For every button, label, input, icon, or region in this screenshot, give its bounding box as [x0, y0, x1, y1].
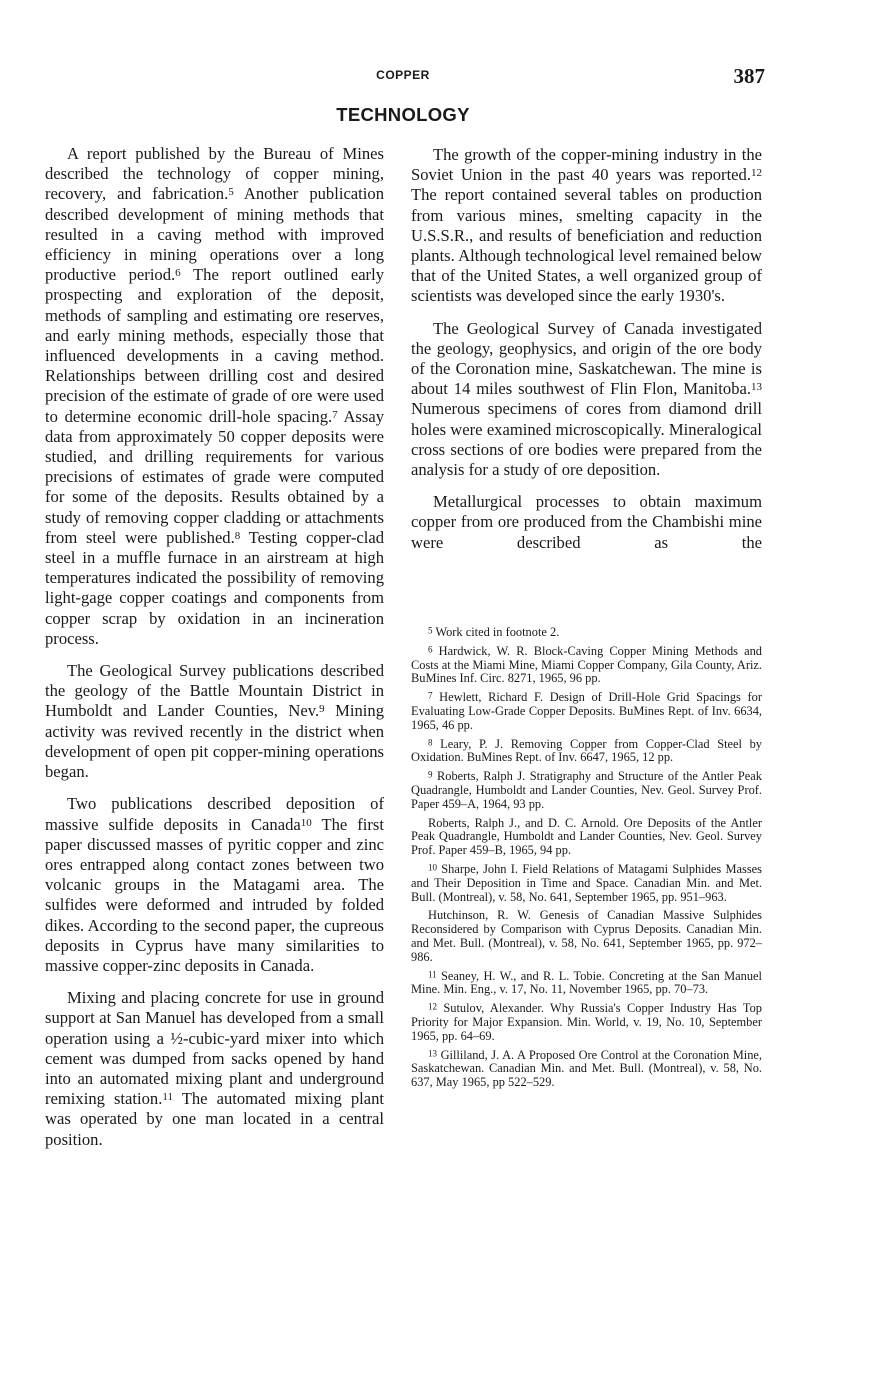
page-number: 387: [733, 64, 765, 88]
footnote-number: 10: [428, 862, 437, 873]
footnote-ref: 6: [175, 267, 181, 280]
footnote: $^{13}$ Gilliland, J. A. A Proposed Ore Control at the Coronation Mine, Saskatchewan. Canadian Min. and Met. Bull. (Montreal), v. 58, No. 637, May 1965, pp 522–529.: [411, 1047, 762, 1090]
footnotes: [411, 626, 762, 1095]
footnote: $^5$ Work cited in footnote 2.: [428, 625, 560, 639]
footnote: $^6$ Hardwick, W. R. Block-Caving Copper Mining Methods and Costs at the Miami Mine, Miami Copper Company, Gila County, Ariz. BuMines Inf. Circ. 8271, 1965, 96 pp.: [411, 643, 762, 686]
footnote-ref: 13: [751, 381, 762, 394]
footnote-ref: 12: [751, 167, 762, 180]
footnote: $^{12}$ Sutulov, Alexander. Why Russia's Copper Industry Has Top Priority for Major Expansion. Min. World, v. 19, No. 10, September 1965, pp. 64–69.: [411, 1001, 762, 1043]
paragraph: The Geological Survey publications described the geology of the Battle Mountain District in Humboldt and Lander Counties, Nev.$^9$ Mining activity was revived recently in the district when development of open pit copper-mining operations began.: [45, 661, 384, 782]
footnote-number: 5: [428, 625, 433, 636]
footnote-number: 6: [428, 644, 433, 655]
footnote: $^9$ Roberts, Ralph J. Stratigraphy and Structure of the Antler Peak Quadrangle, Humboldt and Lander Counties, Nev. Geol. Survey Prof. Paper 459–A, 1964, 93 pp.: [411, 769, 762, 811]
footnote-ref: 8: [234, 530, 241, 543]
paragraph: Mixing and placing concrete for use in ground support at San Manuel has developed from a small operation using a ½-cubic-yard mixer into which cement was dumped from sacks opened by hand into an automated mixing plant and underground remixing station.$^{11}$ The automated mixing plant was operated by one man located in a central position.: [45, 988, 384, 1149]
footnote-ref: 10: [300, 816, 312, 829]
footnote: $^7$ Hewlett, Richard F. Design of Drill-Hole Grid Spacings for Evaluating Low-Grade Copper Deposits. BuMines Rept. of Inv. 6634, 1965, 46 pp.: [411, 690, 762, 732]
section-title: TECHNOLOGY: [336, 104, 470, 125]
right-column: [411, 145, 762, 565]
footnote: Hutchinson, R. W. Genesis of Canadian Massive Sulphides Reconsidered by Comparison with Cyprus Deposits. Canadian Min. and Met. Bull. (Montreal), v. 58, No. 641, September 1965, pp. 972–986.: [411, 908, 762, 964]
footnote-ref: 9: [319, 703, 325, 716]
footnote-number: 12: [428, 1001, 437, 1012]
footnote-number: 13: [428, 1047, 437, 1058]
footnote-number: 7: [428, 690, 433, 701]
footnote-number: 8: [428, 736, 433, 747]
footnote-number: 11: [428, 968, 437, 979]
footnote-ref: 7: [332, 408, 338, 421]
paragraph: The growth of the copper-mining industry in the Soviet Union in the past 40 years was reported.$^{12}$ The report contained several tables on production from various mines, smelting capacity in the U.S.S.R., and results of beneficiation and reduction plants. Although technological level remained below that of the United States, a well organized group of scientists was developed since the early 1930's.: [411, 145, 762, 306]
paragraph: A report published by the Bureau of Mines described the technology of copper mining, recovery, and fabrication.$^5$ Another publication described development of mining methods that resulted in a caving method with improved efficiency in mining operations over a long productive period.$^6$ The report outlined early prospecting and exploration of the deposit, methods of sampling and estimating ore reserves, and early mining methods, especially those that influenced developments in a caving method. Relationships between drilling cost and desired precision of the estimate of grade of ore were used to determine economic drill-hole spacing.$^7$ Assay data from approximately 50 copper deposits were studied, and drilling requirements for various precisions of estimates of grade were computed for some of the deposits. Results obtained by a study of removing copper cladding or attachments from steel were published.$^8$ Testing copper-clad steel in a muffle furnace in an airstream at high temperatures indicated the possibility of removing light-gage copper coatings and components from copper scrap by oxidation in an incineration process.: [45, 144, 385, 648]
footnote: $^{11}$ Seaney, H. W., and R. L. Tobie. Concreting at the San Manuel Mine. Min. Eng., v. 17, No. 11, November 1965, pp. 70–73.: [411, 968, 762, 997]
footnote-number: 9: [428, 769, 433, 780]
footnote: $^8$ Leary, P. J. Removing Copper from Copper-Clad Steel by Oxidation. BuMines Rept. of Inv. 6647, 1965, 12 pp.: [411, 736, 762, 765]
footnote: $^{10}$ Sharpe, John I. Field Relations of Matagami Sulphides Masses and Their Deposition in Time and Space. Canadian Min. and Met. Bull. (Montreal), v. 58, No. 641, September 1965, pp. 951–963.: [411, 861, 762, 904]
footnote-ref: 11: [162, 1091, 173, 1104]
footnote-ref: 5: [228, 186, 234, 199]
paragraph: Metallurgical processes to obtain maximum copper from ore produced from the Chambishi mine were described as the: [411, 492, 762, 552]
paragraph: Two publications described deposition of massive sulfide deposits in Canada$^{10}$ The first paper discussed masses of pyritic copper and zinc ores entrapped along contact zones between two volcanic groups in the Matagami area. The sulfides were deformed and intruded by folded dikes. According to the second paper, the cupreous deposits in Cyprus have many similarities to massive copper-zinc deposits in Canada.: [45, 794, 384, 975]
left-column: [45, 144, 384, 1162]
footnote: Roberts, Ralph J., and D. C. Arnold. Ore Deposits of the Antler Peak Quadrangle, Humboldt and Lander Counties, Nev. Geol. Survey Prof. Paper 459–B, 1965, 94 pp.: [411, 815, 762, 858]
running-head: COPPER: [376, 68, 430, 82]
paragraph: The Geological Survey of Canada investigated the geology, geophysics, and origin of the ore body of the Coronation mine, Saskatchewan. The mine is about 14 miles southwest of Flin Flon, Manitoba.$^{13}$ Numerous specimens of cores from diamond drill holes were examined microscopically. Mineralogical cross sections of ore bodies were prepared from the analysis for a study of ore deposition.: [411, 318, 762, 480]
